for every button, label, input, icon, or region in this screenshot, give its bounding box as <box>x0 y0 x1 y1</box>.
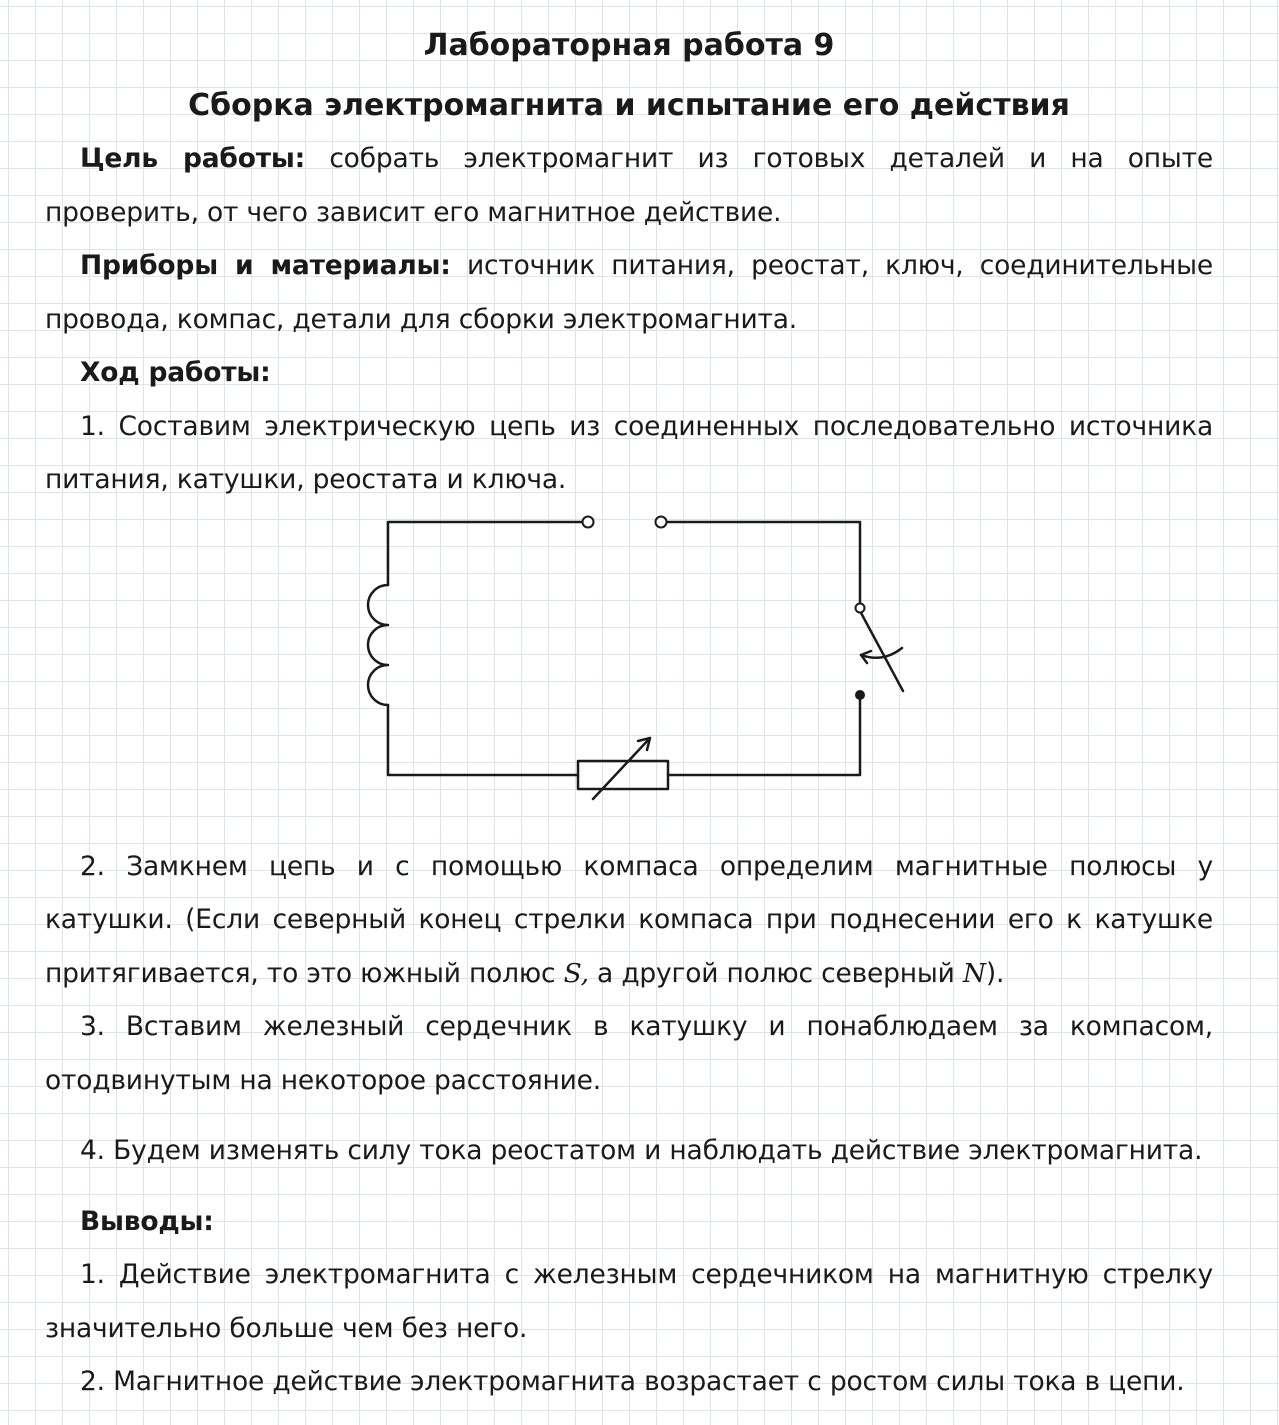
procedure-step-1: 1. Составим электрическую цепь из соединенных последовательно источника питания, катушки, реостата и ключа. <box>45 410 1213 495</box>
wire-bottom-right <box>668 700 860 775</box>
coil-inductor <box>368 585 388 705</box>
terminal-right <box>656 516 667 527</box>
conclusions-label: Выводы: <box>80 1205 214 1237</box>
procedure-step-3: 3. Вставим железный сердечник в катушку и понаблюдаем за компасом, отодвинутым на некоторое расстояние. <box>45 1011 1213 1096</box>
conclusion-1: 1. Действие электромагнита с железным сердечником на магнитную стрелку значительно больше чем без него. <box>45 1259 1213 1344</box>
materials-label: Приборы и материалы: <box>80 250 451 281</box>
south-pole-symbol: S, <box>563 957 589 989</box>
terminal-left <box>583 516 594 527</box>
procedure-label: Ход работы: <box>80 357 271 388</box>
materials-text: источник питания, реостат, ключ, соединительные провода, компас, детали для сборки электромагнита. <box>45 250 1213 335</box>
lab-subtitle: Сборка электромагнита и испытание его действия <box>188 88 1070 123</box>
step2-text-a: 2. Замкнем цепь и с помощью компаса определим магнитные полюсы у катушки. (Если северный конец стрелки компаса при поднесении его к катушке притягивается, то это южный полюс <box>45 850 1213 989</box>
procedure-heading <box>45 346 1213 400</box>
conclusion-2: 2. Магнитное действие электромагнита возрастает с ростом силы тока в цепи. <box>80 1366 1185 1397</box>
goal-paragraph <box>45 132 1213 239</box>
document-page <box>45 22 1213 1409</box>
procedure-step-2 <box>45 840 1213 1001</box>
circuit-diagram <box>45 513 1213 823</box>
wire-top-right <box>667 522 860 604</box>
switch-pivot <box>856 603 865 612</box>
switch-contact <box>855 690 865 700</box>
north-pole-symbol: N <box>962 957 986 989</box>
materials-paragraph <box>45 239 1213 346</box>
lab-title: Лабораторная работа 9 <box>423 28 835 63</box>
goal-label: Цель работы: <box>80 143 306 174</box>
conclusions-heading <box>45 1195 1213 1249</box>
step2-text-b: а другой полюс северный <box>588 957 963 989</box>
procedure-step-4: 4. Будем изменять силу тока реостатом и наблюдать действие электромагнита. <box>80 1135 1203 1166</box>
wire-left-bottom <box>388 705 578 775</box>
wire-top-left <box>388 522 582 585</box>
goal-text: собрать электромагнит из готовых деталей и на опыте проверить, от чего зависит его магнитное действие. <box>45 143 1213 228</box>
step2-text-c: ). <box>985 957 1005 989</box>
